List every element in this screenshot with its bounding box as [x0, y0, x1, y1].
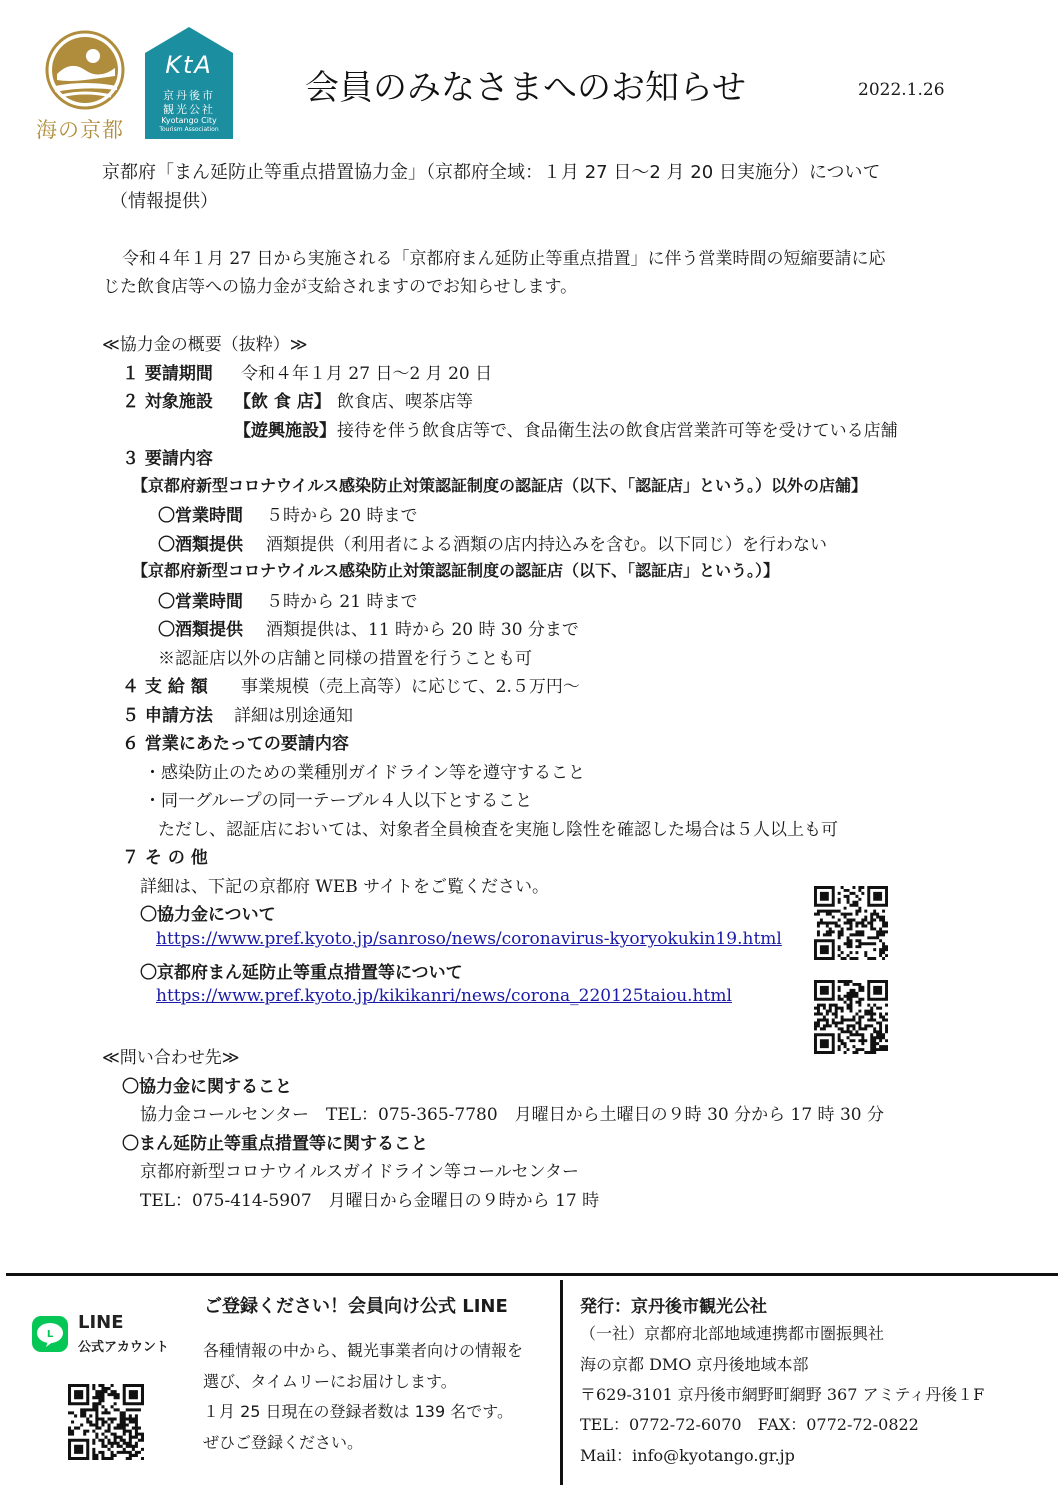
- item7-text: 詳細は、下記の京都府 WEB サイトをご覧ください。: [140, 877, 549, 897]
- publisher-line-4: TEL：0772-72-6070 FAX：0772-72-0822: [580, 1415, 919, 1434]
- qr-code-icon: [68, 1384, 144, 1460]
- group2-note: ※認証店以外の店舗と同様の措置を行うことも可: [158, 649, 532, 669]
- item4-label: ４ 支 給 額: [122, 677, 208, 697]
- subject-line-1: 京都府「まん延防止等重点措置協力金」（京都府全域：１月 27 日〜2 月 20 日実施分）について: [102, 162, 881, 183]
- qr-code-icon: [814, 980, 888, 1054]
- item5-label: ５ 申請方法: [122, 706, 213, 726]
- contact2-text-1: 京都府新型コロナウイルスガイドライン等コールセンター: [140, 1162, 579, 1182]
- publisher-heading: 発行：京丹後市観光公社: [580, 1297, 767, 1317]
- contact1-text: 協力金コールセンター TEL：075-365-7780 月曜日から土曜日の９時 30 分から 17 時 30 分: [140, 1105, 884, 1125]
- qr-code-manen-boushi[interactable]: [814, 980, 888, 1054]
- item6-bullet-1: ・感染防止のための業種別ガイドライン等を遵守すること: [144, 763, 585, 783]
- footer-top-rule: [6, 1273, 1058, 1276]
- intro-line-2: じた飲食店等への協力金が支給されますのでお知らせします。: [103, 277, 578, 297]
- item2-b-value: 接待を伴う飲食店等で、食品衛生法の飲食店営業許可等を受けている店舗: [337, 421, 898, 441]
- publisher-line-3: 〒629-3101 京丹後市網野町網野 367 アミティ丹後１F: [580, 1385, 985, 1404]
- group1-alcohol-label: 〇酒類提供: [158, 535, 243, 555]
- link2-label: 〇京都府まん延防止等重点措置等について: [140, 963, 463, 983]
- item1-value: 令和４年１月 27 日〜2 月 20 日: [241, 364, 493, 384]
- umi-no-kyoto-text: 海の京都: [36, 118, 124, 142]
- line-text-1: 各種情報の中から、観光事業者向けの情報を: [203, 1341, 524, 1360]
- item2-label: ２ 対象施設: [122, 392, 213, 412]
- contact2-label: 〇まん延防止等重点措置等に関すること: [122, 1134, 428, 1154]
- group1-hours-label: 〇営業時間: [158, 506, 243, 526]
- line-official-account-text: 公式アカウント: [78, 1340, 169, 1355]
- line-app-icon: [32, 1316, 68, 1352]
- footer-vertical-rule: [560, 1280, 563, 1485]
- qr-code-icon: [814, 886, 888, 960]
- item4-value: 事業規模（売上高等）に応じて、2.５万円〜: [241, 677, 580, 697]
- group1-hours-value: ５時から 20 時まで: [266, 506, 418, 526]
- overview-heading: ≪協力金の概要（抜粋）≫: [102, 335, 308, 355]
- page-title: 会員のみなさまへのお知らせ: [305, 68, 746, 108]
- umi-no-kyoto-emblem-icon: [45, 30, 125, 110]
- subject-line-2: （情報提供）: [110, 191, 218, 212]
- publisher-line-5: Mail：info@kyotango.gr.jp: [580, 1446, 795, 1465]
- issue-date: 2022.1.26: [858, 80, 945, 100]
- line-text-4: ぜひご登録ください。: [203, 1433, 364, 1452]
- kyotango-logo-line2: 観光公社: [163, 103, 215, 116]
- item6-bullet-3: ただし、認証店においては、対象者全員検査を実施し陰性を確認した場合は５人以上も可: [158, 820, 838, 840]
- item2-a-value: 飲食店、喫茶店等: [337, 392, 473, 412]
- group1-heading: 【京都府新型コロナウイルス感染防止対策認証制度の認証店（以下、「認証店」という。）以外の店舗】: [132, 476, 868, 495]
- kyotango-tourism-logo: [145, 27, 233, 139]
- publisher-line-2: 海の京都 DMO 京丹後地域本部: [580, 1355, 809, 1374]
- line-text-2: 選び、タイムリーにお届けします。: [203, 1372, 457, 1391]
- line-qr-code[interactable]: [68, 1384, 144, 1460]
- link2-url[interactable]: https://www.pref.kyoto.jp/kikikanri/news/corona_220125taiou.html: [156, 986, 732, 1006]
- umi-no-kyoto-logo: [36, 30, 130, 142]
- item6-label: ６ 営業にあたっての要請内容: [122, 734, 349, 754]
- qr-code-kyoryokukin[interactable]: [814, 886, 888, 960]
- item2-a-label: 【飲 食 店】: [234, 392, 331, 412]
- group2-alcohol-label: 〇酒類提供: [158, 620, 243, 640]
- line-heading: ご登録ください！会員向け公式 LINE: [204, 1296, 508, 1317]
- line-brand-text: LINE: [78, 1312, 124, 1333]
- item1-label: １ 要請期間: [122, 364, 213, 384]
- link1-url[interactable]: https://www.pref.kyoto.jp/sanroso/news/coronavirus-kyoryokukin19.html: [156, 929, 782, 949]
- item6-bullet-2: ・同一グループの同一テーブル４人以下とすること: [144, 791, 533, 811]
- group2-hours-value: ５時から 21 時まで: [266, 592, 418, 612]
- intro-line-1: 令和４年１月 27 日から実施される「京都府まん延防止等重点措置」に伴う営業時間の短縮要請に応: [122, 249, 886, 269]
- kyotango-logo-letters: KtA: [165, 51, 213, 79]
- group2-heading: 【京都府新型コロナウイルス感染防止対策認証制度の認証店（以下、「認証店」という。）】: [132, 561, 780, 580]
- line-logo: [32, 1314, 182, 1358]
- line-text-3: １月 25 日現在の登録者数は 139 名です。: [203, 1402, 513, 1421]
- kyotango-logo-line1: 京丹後市: [163, 89, 215, 102]
- kyotango-logo-line4: Tourism Association: [159, 126, 219, 133]
- contact1-label: 〇協力金に関すること: [122, 1077, 292, 1097]
- contact-heading: ≪問い合わせ先≫: [102, 1048, 240, 1068]
- publisher-line-1: （一社）京都府北部地域連携都市圏振興社: [580, 1324, 885, 1343]
- item3-label: ３ 要請内容: [122, 449, 213, 469]
- item7-label: ７ そ の 他: [122, 848, 208, 868]
- group2-alcohol-value: 酒類提供は、11 時から 20 時 30 分まで: [266, 620, 579, 640]
- kyotango-logo-line3: Kyotango City: [161, 116, 217, 125]
- link1-label: 〇協力金について: [140, 905, 276, 925]
- group2-hours-label: 〇営業時間: [158, 592, 243, 612]
- item5-value: 詳細は別途通知: [234, 706, 353, 726]
- svg-text:L: L: [46, 1329, 54, 1340]
- item2-b-label: 【遊興施設】: [234, 421, 336, 441]
- contact2-text-2: TEL：075-414-5907 月曜日から金曜日の９時から 17 時: [140, 1191, 600, 1211]
- group1-alcohol-value: 酒類提供（利用者による酒類の店内持込みを含む。以下同じ）を行わない: [266, 535, 827, 555]
